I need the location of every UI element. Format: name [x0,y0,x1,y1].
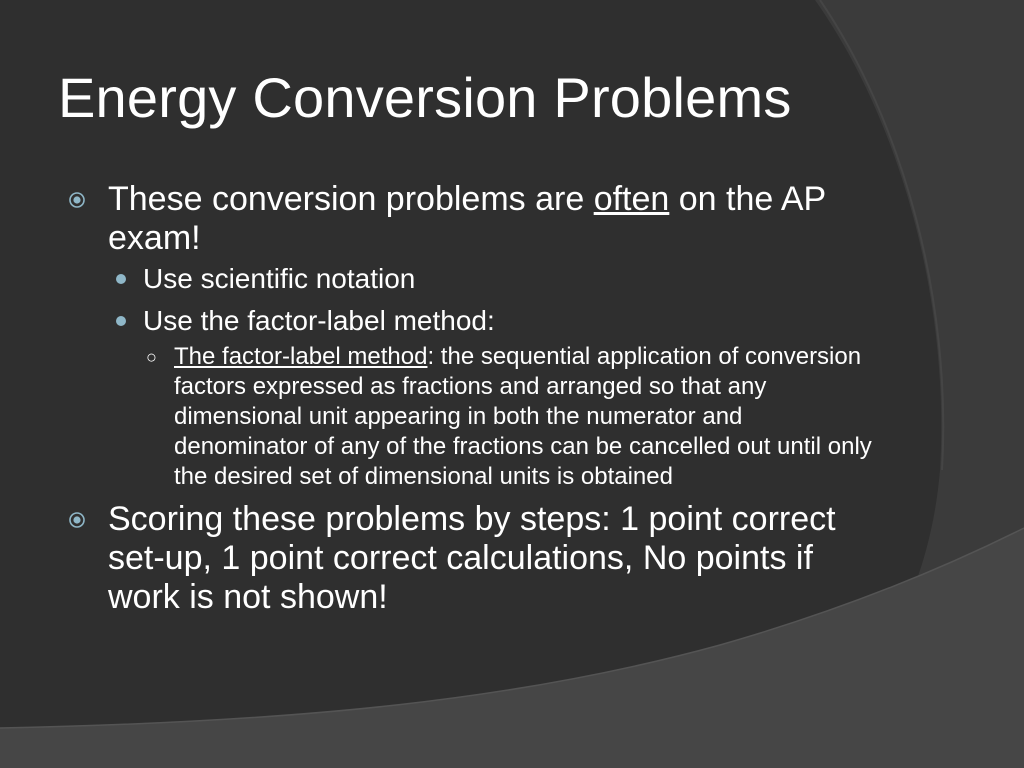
dot-bullet-icon [116,316,126,326]
slide-title: Energy Conversion Problems [58,66,792,129]
bullet-text: Use the factor-label method: [143,305,495,336]
bullet-text: Scoring these problems by steps: 1 point correct set-up, 1 point correct calculations, No points if work is not shown! [108,500,836,616]
slide-body [66,180,886,617]
definition-text: : the sequential application of conversion factors expressed as fractions and arranged so that any dimensional unit appearing in both the numerator and denominator of any of the fractions can be cancelled out until only the desired set of dimensional units is obtained [174,343,872,490]
hollow-circle-bullet-icon: ○ [146,347,157,367]
definition-term: The factor-label method [174,343,428,370]
bullet-text: Use scientific notation [143,263,416,294]
bullet-level1-often-on-exam [66,180,868,258]
target-bullet-icon [69,512,85,528]
bullet-level3-definition [143,342,880,492]
dot-bullet-icon [116,274,126,284]
target-bullet-icon [69,192,85,208]
bullet-level1-scoring [66,500,868,617]
bullet-text-before: These conversion problems are [108,180,594,218]
bullet-text-after: on the AP exam! [108,180,826,257]
bullet-level2-factor-label [108,300,886,342]
bullet-level2-scientific-notation [108,258,886,300]
bullet-emphasis-often: often [593,180,670,218]
